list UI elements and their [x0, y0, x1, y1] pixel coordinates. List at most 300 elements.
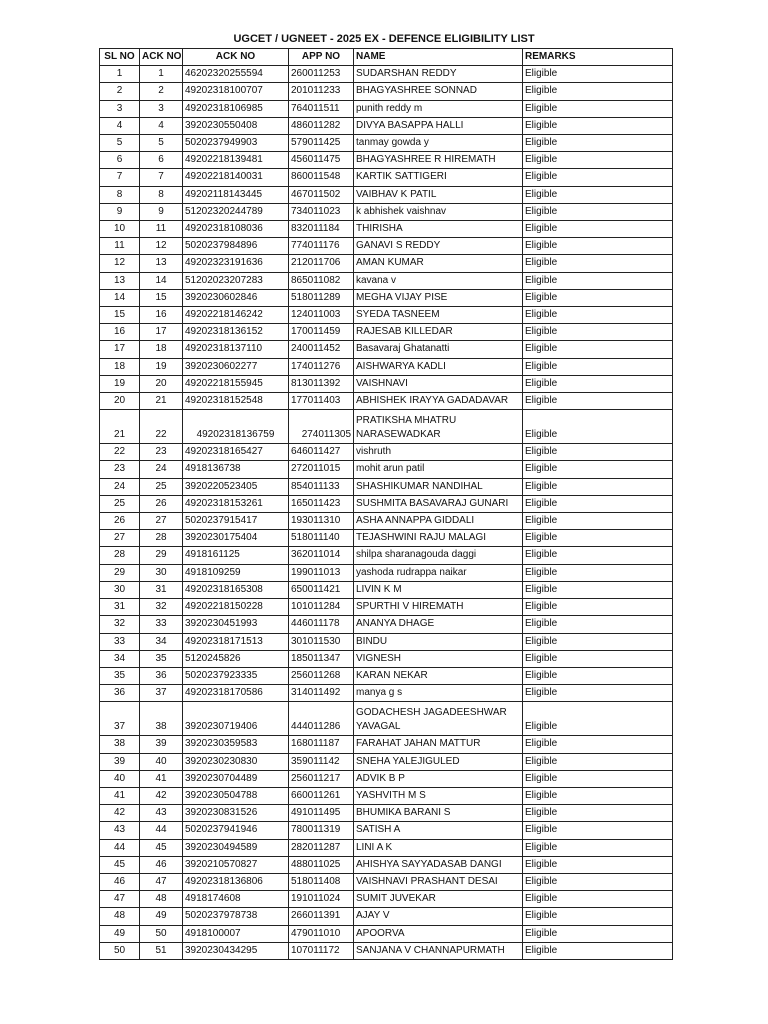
cell-sl-no: 42	[100, 805, 140, 822]
cell-ack-no-short: 2	[140, 83, 183, 100]
cell-remarks: Eligible	[523, 169, 673, 186]
cell-remarks: Eligible	[523, 873, 673, 890]
cell-remarks: Eligible	[523, 238, 673, 255]
cell-ack-no: 49202318171513	[183, 633, 289, 650]
cell-sl-no: 34	[100, 650, 140, 667]
cell-ack-no: 3920230704489	[183, 770, 289, 787]
cell-sl-no: 3	[100, 100, 140, 117]
table-row	[100, 83, 673, 100]
cell-remarks: Eligible	[523, 66, 673, 83]
cell-name: SYEDA TASNEEM	[354, 307, 523, 324]
cell-name: vishruth	[354, 444, 523, 461]
cell-ack-no-short: 41	[140, 770, 183, 787]
cell-ack-no: 3920230550408	[183, 117, 289, 134]
cell-ack-no: 3920230504788	[183, 787, 289, 804]
cell-app-no: 193011310	[289, 513, 354, 530]
cell-remarks: Eligible	[523, 393, 673, 410]
cell-remarks: Eligible	[523, 83, 673, 100]
cell-sl-no: 29	[100, 564, 140, 581]
cell-remarks: Eligible	[523, 358, 673, 375]
cell-sl-no: 16	[100, 324, 140, 341]
cell-sl-no: 50	[100, 942, 140, 959]
cell-ack-no: 4918136738	[183, 461, 289, 478]
cell-name: VAISHNAVI	[354, 375, 523, 392]
table-row	[100, 186, 673, 203]
cell-remarks: Eligible	[523, 616, 673, 633]
cell-ack-no: 3920230175404	[183, 530, 289, 547]
cell-ack-no: 49202318165308	[183, 581, 289, 598]
cell-ack-no: 49202318108036	[183, 221, 289, 238]
table-row	[100, 530, 673, 547]
cell-name: ABHISHEK IRAYYA GADADAVAR	[354, 393, 523, 410]
cell-remarks: Eligible	[523, 770, 673, 787]
cell-app-no: 165011423	[289, 495, 354, 512]
cell-ack-no-short: 28	[140, 530, 183, 547]
cell-sl-no: 20	[100, 393, 140, 410]
cell-ack-no: 49202318106985	[183, 100, 289, 117]
table-row	[100, 805, 673, 822]
cell-remarks: Eligible	[523, 478, 673, 495]
cell-ack-no: 3920230602277	[183, 358, 289, 375]
cell-ack-no-short: 32	[140, 599, 183, 616]
table-row	[100, 375, 673, 392]
cell-sl-no: 22	[100, 444, 140, 461]
cell-ack-no: 5020237984896	[183, 238, 289, 255]
cell-ack-no-short: 48	[140, 891, 183, 908]
table-row	[100, 238, 673, 255]
cell-app-no: 282011287	[289, 839, 354, 856]
column-header-ack-no: ACK NO	[183, 49, 289, 66]
cell-ack-no-short: 20	[140, 375, 183, 392]
table-row	[100, 839, 673, 856]
cell-ack-no: 49202318136759	[183, 410, 289, 444]
table-row	[100, 203, 673, 220]
cell-remarks: Eligible	[523, 891, 673, 908]
table-row	[100, 787, 673, 804]
cell-sl-no: 12	[100, 255, 140, 272]
cell-ack-no-short: 39	[140, 736, 183, 753]
table-row	[100, 856, 673, 873]
cell-sl-no: 35	[100, 667, 140, 684]
cell-sl-no: 38	[100, 736, 140, 753]
table-row	[100, 685, 673, 702]
cell-sl-no: 49	[100, 925, 140, 942]
cell-ack-no-short: 13	[140, 255, 183, 272]
cell-name: yashoda rudrappa naikar	[354, 564, 523, 581]
cell-app-no: 646011427	[289, 444, 354, 461]
table-row	[100, 908, 673, 925]
cell-app-no: 813011392	[289, 375, 354, 392]
cell-sl-no: 23	[100, 461, 140, 478]
cell-app-no: 256011217	[289, 770, 354, 787]
cell-app-no: 774011176	[289, 238, 354, 255]
cell-app-no: 199011013	[289, 564, 354, 581]
cell-ack-no-short: 46	[140, 856, 183, 873]
cell-ack-no-short: 6	[140, 152, 183, 169]
table-body	[100, 66, 673, 960]
cell-sl-no: 15	[100, 307, 140, 324]
cell-sl-no: 44	[100, 839, 140, 856]
cell-remarks: Eligible	[523, 581, 673, 598]
table-row	[100, 770, 673, 787]
cell-remarks: Eligible	[523, 203, 673, 220]
cell-ack-no-short: 33	[140, 616, 183, 633]
cell-remarks: Eligible	[523, 495, 673, 512]
cell-ack-no-short: 18	[140, 341, 183, 358]
cell-ack-no: 49202318170586	[183, 685, 289, 702]
table-row	[100, 616, 673, 633]
cell-ack-no-short: 5	[140, 135, 183, 152]
cell-remarks: Eligible	[523, 221, 673, 238]
cell-sl-no: 21	[100, 410, 140, 444]
cell-name: SHASHIKUMAR NANDIHAL	[354, 478, 523, 495]
cell-remarks: Eligible	[523, 650, 673, 667]
cell-remarks: Eligible	[523, 925, 673, 942]
cell-sl-no: 27	[100, 530, 140, 547]
table-row	[100, 444, 673, 461]
table-row	[100, 117, 673, 134]
cell-app-no: 174011276	[289, 358, 354, 375]
cell-ack-no-short: 25	[140, 478, 183, 495]
table-row	[100, 358, 673, 375]
cell-app-no: 518011408	[289, 873, 354, 890]
cell-sl-no: 32	[100, 616, 140, 633]
cell-name: GANAVI S REDDY	[354, 238, 523, 255]
cell-sl-no: 19	[100, 375, 140, 392]
cell-app-no: 240011452	[289, 341, 354, 358]
cell-sl-no: 24	[100, 478, 140, 495]
table-row	[100, 873, 673, 890]
table-row	[100, 100, 673, 117]
cell-app-no: 518011140	[289, 530, 354, 547]
cell-sl-no: 47	[100, 891, 140, 908]
cell-ack-no-short: 42	[140, 787, 183, 804]
cell-remarks: Eligible	[523, 753, 673, 770]
cell-remarks: Eligible	[523, 736, 673, 753]
cell-app-no: 518011289	[289, 289, 354, 306]
cell-remarks: Eligible	[523, 186, 673, 203]
cell-app-no: 660011261	[289, 787, 354, 804]
cell-remarks: Eligible	[523, 856, 673, 873]
eligibility-table	[99, 48, 673, 960]
cell-name: KARTIK SATTIGERI	[354, 169, 523, 186]
cell-app-no: 260011253	[289, 66, 354, 83]
cell-ack-no: 3920230451993	[183, 616, 289, 633]
cell-sl-no: 40	[100, 770, 140, 787]
cell-name: BINDU	[354, 633, 523, 650]
cell-ack-no-short: 9	[140, 203, 183, 220]
cell-ack-no-short: 1	[140, 66, 183, 83]
table-row	[100, 942, 673, 959]
cell-name: BHAGYASHREE R HIREMATH	[354, 152, 523, 169]
cell-sl-no: 13	[100, 272, 140, 289]
cell-ack-no-short: 26	[140, 495, 183, 512]
cell-ack-no: 49202318137110	[183, 341, 289, 358]
cell-remarks: Eligible	[523, 100, 673, 117]
column-header-ack-no-short: ACK NO	[140, 49, 183, 66]
cell-app-no: 486011282	[289, 117, 354, 134]
cell-ack-no: 49202323191636	[183, 255, 289, 272]
cell-name: TEJASHWINI RAJU MALAGI	[354, 530, 523, 547]
page-title: UGCET / UGNEET - 2025 EX - DEFENCE ELIGIBILITY LIST	[233, 33, 535, 45]
cell-remarks: Eligible	[523, 685, 673, 702]
cell-name: punith reddy m	[354, 100, 523, 117]
cell-remarks: Eligible	[523, 307, 673, 324]
cell-name: DIVYA BASAPPA HALLI	[354, 117, 523, 134]
cell-ack-no-short: 37	[140, 685, 183, 702]
cell-ack-no-short: 43	[140, 805, 183, 822]
cell-ack-no: 5020237941946	[183, 822, 289, 839]
cell-ack-no-short: 3	[140, 100, 183, 117]
cell-app-no: 191011024	[289, 891, 354, 908]
table-row	[100, 736, 673, 753]
cell-app-no: 170011459	[289, 324, 354, 341]
cell-ack-no-short: 4	[140, 117, 183, 134]
table-row	[100, 547, 673, 564]
column-header-sl-no: SL NO	[100, 49, 140, 66]
table-row	[100, 925, 673, 942]
cell-app-no: 854011133	[289, 478, 354, 495]
cell-remarks: Eligible	[523, 667, 673, 684]
cell-ack-no: 51202023207283	[183, 272, 289, 289]
cell-app-no: 860011548	[289, 169, 354, 186]
cell-ack-no: 49202318100707	[183, 83, 289, 100]
cell-ack-no-short: 44	[140, 822, 183, 839]
cell-ack-no-short: 51	[140, 942, 183, 959]
cell-name: SATISH A	[354, 822, 523, 839]
cell-sl-no: 14	[100, 289, 140, 306]
table-row	[100, 307, 673, 324]
table-row	[100, 891, 673, 908]
cell-remarks: Eligible	[523, 135, 673, 152]
cell-ack-no-short: 35	[140, 650, 183, 667]
cell-ack-no-short: 50	[140, 925, 183, 942]
cell-remarks: Eligible	[523, 908, 673, 925]
cell-name: k abhishek vaishnav	[354, 203, 523, 220]
cell-name: mohit arun patil	[354, 461, 523, 478]
cell-remarks: Eligible	[523, 461, 673, 478]
cell-sl-no: 31	[100, 599, 140, 616]
cell-name: APOORVA	[354, 925, 523, 942]
cell-ack-no-short: 12	[140, 238, 183, 255]
table-row	[100, 169, 673, 186]
cell-name: RAJESAB KILLEDAR	[354, 324, 523, 341]
cell-name: VAIBHAV K PATIL	[354, 186, 523, 203]
cell-ack-no: 4918174608	[183, 891, 289, 908]
cell-ack-no: 49202318152548	[183, 393, 289, 410]
cell-app-no: 865011082	[289, 272, 354, 289]
cell-sl-no: 1	[100, 66, 140, 83]
table-row	[100, 702, 673, 736]
cell-name: VAISHNAVI PRASHANT DESAI	[354, 873, 523, 890]
cell-ack-no-short: 34	[140, 633, 183, 650]
table-row	[100, 135, 673, 152]
cell-ack-no-short: 49	[140, 908, 183, 925]
cell-app-no: 185011347	[289, 650, 354, 667]
cell-name: SNEHA YALEJIGULED	[354, 753, 523, 770]
cell-app-no: 362011014	[289, 547, 354, 564]
cell-app-no: 212011706	[289, 255, 354, 272]
table-row	[100, 66, 673, 83]
cell-name: KARAN NEKAR	[354, 667, 523, 684]
table-row	[100, 667, 673, 684]
cell-app-no: 764011511	[289, 100, 354, 117]
cell-sl-no: 11	[100, 238, 140, 255]
cell-ack-no: 3920220523405	[183, 478, 289, 495]
cell-ack-no: 3920230230830	[183, 753, 289, 770]
cell-sl-no: 33	[100, 633, 140, 650]
cell-ack-no-short: 45	[140, 839, 183, 856]
cell-app-no: 359011142	[289, 753, 354, 770]
cell-name: THIRISHA	[354, 221, 523, 238]
cell-ack-no-short: 7	[140, 169, 183, 186]
cell-app-no: 479011010	[289, 925, 354, 942]
cell-name: manya g s	[354, 685, 523, 702]
table-row	[100, 410, 673, 444]
cell-name: VIGNESH	[354, 650, 523, 667]
cell-sl-no: 39	[100, 753, 140, 770]
cell-name: AISHWARYA KADLI	[354, 358, 523, 375]
cell-sl-no: 18	[100, 358, 140, 375]
cell-ack-no: 3920230719406	[183, 702, 289, 736]
table-row	[100, 478, 673, 495]
cell-name: AJAY V	[354, 908, 523, 925]
cell-app-no: 467011502	[289, 186, 354, 203]
cell-app-no: 491011495	[289, 805, 354, 822]
cell-ack-no: 49202218140031	[183, 169, 289, 186]
cell-name: BHAGYASHREE SONNAD	[354, 83, 523, 100]
cell-remarks: Eligible	[523, 289, 673, 306]
table-header	[100, 49, 673, 66]
cell-app-no: 456011475	[289, 152, 354, 169]
cell-name: SUMIT JUVEKAR	[354, 891, 523, 908]
cell-ack-no: 3920230359583	[183, 736, 289, 753]
cell-sl-no: 36	[100, 685, 140, 702]
cell-ack-no: 5020237915417	[183, 513, 289, 530]
cell-remarks: Eligible	[523, 152, 673, 169]
table-row	[100, 581, 673, 598]
cell-app-no: 444011286	[289, 702, 354, 736]
cell-name: SANJANA V CHANNAPURMATH	[354, 942, 523, 959]
cell-ack-no: 4918100007	[183, 925, 289, 942]
cell-ack-no-short: 29	[140, 547, 183, 564]
cell-app-no: 650011421	[289, 581, 354, 598]
cell-remarks: Eligible	[523, 839, 673, 856]
cell-remarks: Eligible	[523, 117, 673, 134]
cell-sl-no: 43	[100, 822, 140, 839]
cell-remarks: Eligible	[523, 564, 673, 581]
table-row	[100, 650, 673, 667]
cell-ack-no-short: 17	[140, 324, 183, 341]
cell-ack-no: 49202218150228	[183, 599, 289, 616]
cell-remarks: Eligible	[523, 324, 673, 341]
cell-app-no: 301011530	[289, 633, 354, 650]
cell-app-no: 314011492	[289, 685, 354, 702]
cell-remarks: Eligible	[523, 633, 673, 650]
cell-ack-no-short: 38	[140, 702, 183, 736]
cell-name: AMAN KUMAR	[354, 255, 523, 272]
cell-ack-no: 49202218146242	[183, 307, 289, 324]
cell-ack-no: 3920230831526	[183, 805, 289, 822]
cell-sl-no: 6	[100, 152, 140, 169]
cell-ack-no-short: 14	[140, 272, 183, 289]
cell-ack-no: 49202218155945	[183, 375, 289, 392]
cell-app-no: 256011268	[289, 667, 354, 684]
cell-ack-no: 3920230434295	[183, 942, 289, 959]
cell-sl-no: 45	[100, 856, 140, 873]
cell-ack-no: 51202320244789	[183, 203, 289, 220]
cell-remarks: Eligible	[523, 255, 673, 272]
cell-ack-no: 3920230602846	[183, 289, 289, 306]
cell-ack-no: 49202318136152	[183, 324, 289, 341]
cell-remarks: Eligible	[523, 599, 673, 616]
cell-ack-no: 49202318165427	[183, 444, 289, 461]
cell-name: LINI A K	[354, 839, 523, 856]
cell-sl-no: 26	[100, 513, 140, 530]
cell-sl-no: 8	[100, 186, 140, 203]
cell-name: kavana v	[354, 272, 523, 289]
cell-ack-no-short: 11	[140, 221, 183, 238]
cell-remarks: Eligible	[523, 444, 673, 461]
table-row	[100, 272, 673, 289]
cell-sl-no: 46	[100, 873, 140, 890]
cell-ack-no: 5020237978738	[183, 908, 289, 925]
cell-ack-no: 5120245826	[183, 650, 289, 667]
cell-remarks: Eligible	[523, 787, 673, 804]
cell-sl-no: 41	[100, 787, 140, 804]
table-row	[100, 633, 673, 650]
cell-ack-no-short: 19	[140, 358, 183, 375]
cell-sl-no: 2	[100, 83, 140, 100]
column-header-remarks: REMARKS	[523, 49, 673, 66]
table-row	[100, 324, 673, 341]
cell-app-no: 488011025	[289, 856, 354, 873]
cell-app-no: 101011284	[289, 599, 354, 616]
cell-sl-no: 10	[100, 221, 140, 238]
cell-app-no: 201011233	[289, 83, 354, 100]
cell-name: ANANYA DHAGE	[354, 616, 523, 633]
cell-ack-no-short: 36	[140, 667, 183, 684]
cell-name: ADVIK B P	[354, 770, 523, 787]
table-row	[100, 822, 673, 839]
cell-name: YASHVITH M S	[354, 787, 523, 804]
cell-remarks: Eligible	[523, 513, 673, 530]
table-row	[100, 289, 673, 306]
cell-app-no: 168011187	[289, 736, 354, 753]
table-row	[100, 513, 673, 530]
cell-remarks: Eligible	[523, 530, 673, 547]
cell-app-no: 124011003	[289, 307, 354, 324]
cell-ack-no-short: 30	[140, 564, 183, 581]
cell-name: PRATIKSHA MHATRU NARASEWADKAR	[354, 410, 523, 444]
cell-ack-no: 5020237949903	[183, 135, 289, 152]
cell-app-no: 832011184	[289, 221, 354, 238]
table-row	[100, 255, 673, 272]
cell-name: MEGHA VIJAY PISE	[354, 289, 523, 306]
cell-remarks: Eligible	[523, 805, 673, 822]
cell-remarks: Eligible	[523, 410, 673, 444]
cell-sl-no: 7	[100, 169, 140, 186]
cell-ack-no-short: 27	[140, 513, 183, 530]
header-row	[100, 49, 673, 66]
cell-ack-no-short: 31	[140, 581, 183, 598]
cell-ack-no: 5020237923335	[183, 667, 289, 684]
cell-ack-no-short: 24	[140, 461, 183, 478]
cell-app-no: 446011178	[289, 616, 354, 633]
cell-name: FARAHAT JAHAN MATTUR	[354, 736, 523, 753]
table-row	[100, 564, 673, 581]
table-row	[100, 393, 673, 410]
